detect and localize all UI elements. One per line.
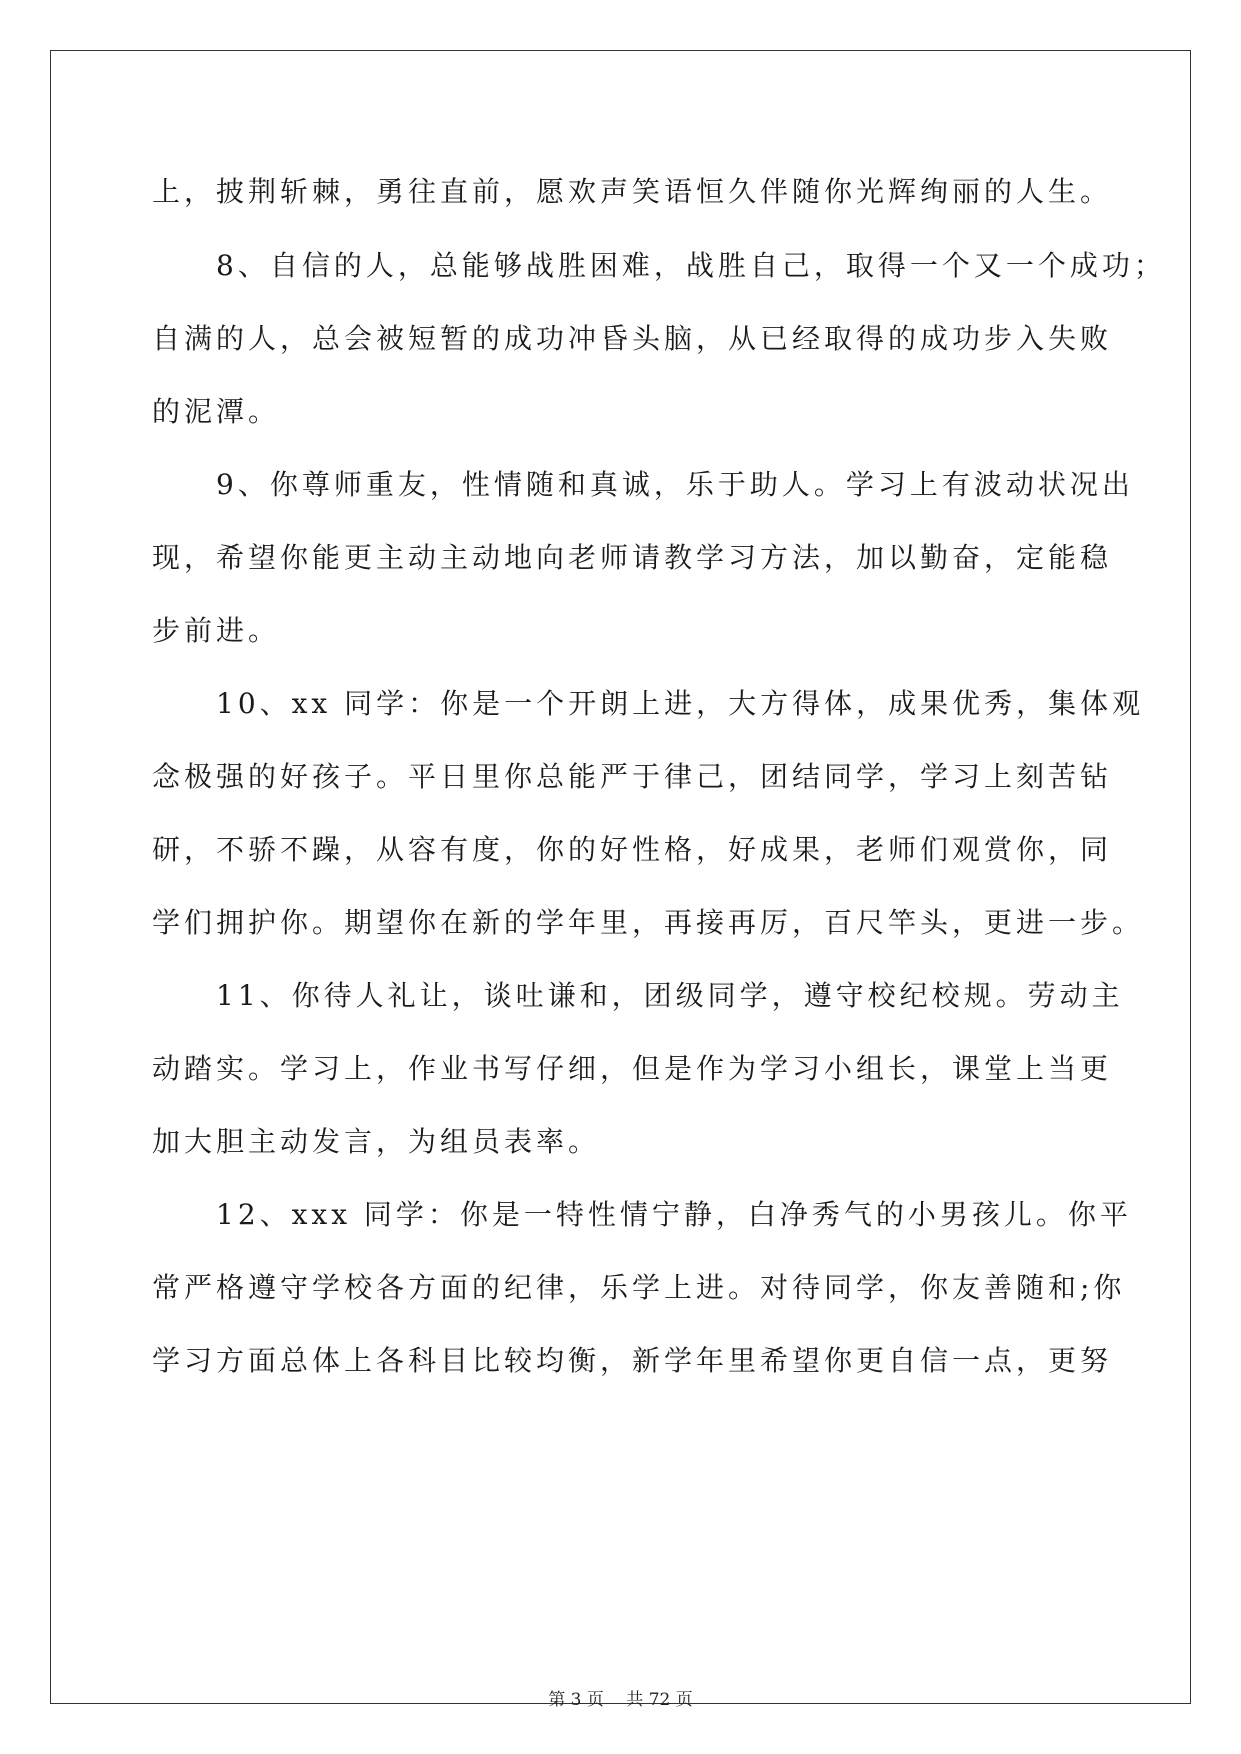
page-number: 第 3 页 共 72 页 <box>548 1690 693 1710</box>
text-line: 12、xxx 同学：你是一特性情宁静，白净秀气的小男孩儿。你平 <box>152 1198 1132 1231</box>
text-line: 学习方面总体上各科目比较均衡，新学年里希望你更自信一点，更努 <box>152 1344 1113 1377</box>
text-line: 步前进。 <box>152 614 281 647</box>
text-line: 常严格遵守学校各方面的纪律，乐学上进。对待同学，你友善随和;你 <box>152 1271 1126 1304</box>
text-line: 11、你待人礼让，谈吐谦和，团级同学，遵守校纪校规。劳动主 <box>152 979 1124 1012</box>
text-line: 的泥潭。 <box>152 395 281 428</box>
text-line: 9、你尊师重友，性情随和真诚，乐于助人。学习上有波动状况出 <box>152 468 1134 501</box>
text-line: 动踏实。学习上，作业书写仔细，但是作为学习小组长，课堂上当更 <box>152 1052 1113 1085</box>
text-line: 念极强的好孩子。平日里你总能严于律己，团结同学，学习上刻苦钻 <box>152 760 1113 793</box>
page-border <box>50 50 1191 1704</box>
text-line: 加大胆主动发言，为组员表率。 <box>152 1125 601 1158</box>
text-line: 现，希望你能更主动主动地向老师请教学习方法，加以勤奋，定能稳 <box>152 541 1113 574</box>
text-line: 研，不骄不躁，从容有度，你的好性格，好成果，老师们观赏你，同 <box>152 833 1113 866</box>
text-line: 8、自信的人，总能够战胜困难，战胜自己，取得一个又一个成功； <box>152 249 1166 282</box>
text-line: 自满的人，总会被短暂的成功冲昏头脑，从已经取得的成功步入失败 <box>152 322 1113 355</box>
text-line: 学们拥护你。期望你在新的学年里，再接再厉，百尺竿头，更进一步。 <box>152 906 1145 939</box>
text-line: 10、xx 同学：你是一个开朗上进，大方得体，成果优秀，集体观 <box>152 687 1145 720</box>
text-line: 上，披荆斩棘，勇往直前，愿欢声笑语恒久伴随你光辉绚丽的人生。 <box>152 175 1113 208</box>
